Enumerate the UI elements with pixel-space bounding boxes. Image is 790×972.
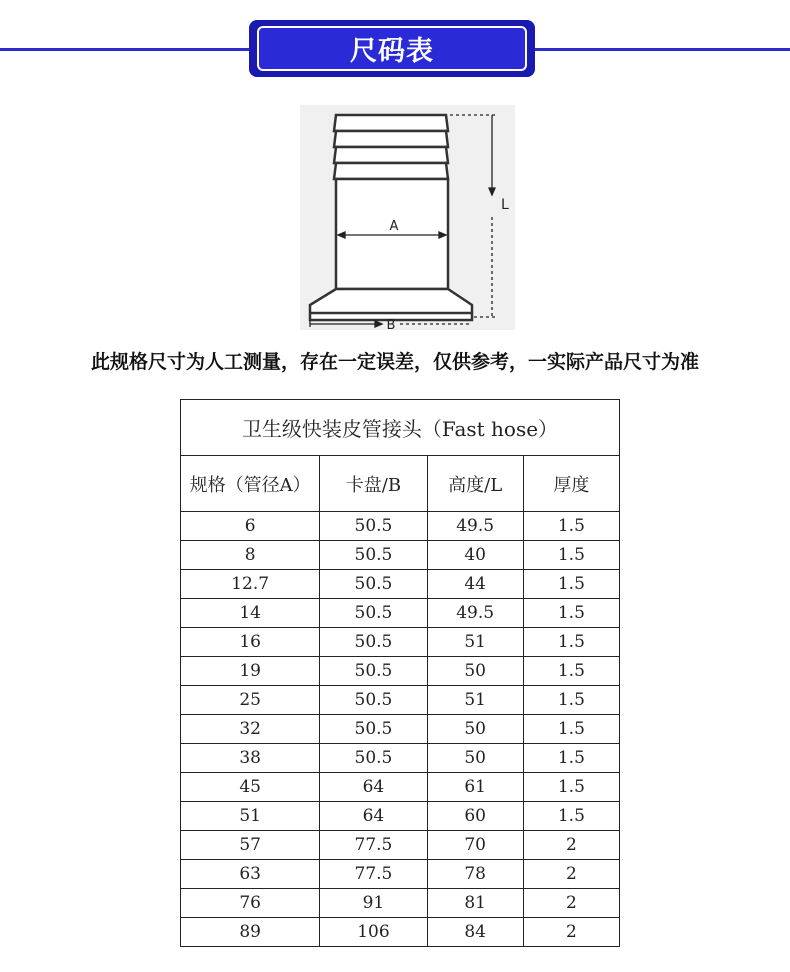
cell-flange: 77.5 — [320, 831, 427, 860]
cell-height: 50 — [427, 744, 523, 773]
barb-1 — [334, 115, 448, 131]
cell-thickness: 1.5 — [523, 744, 619, 773]
cell-thickness: 1.5 — [523, 512, 619, 541]
cell-height: 51 — [427, 686, 523, 715]
cell-spec: 6 — [181, 512, 320, 541]
cell-height: 49.5 — [427, 599, 523, 628]
cell-spec: 14 — [181, 599, 320, 628]
table-row — [181, 802, 620, 831]
cell-thickness: 1.5 — [523, 686, 619, 715]
cell-flange: 50.5 — [320, 744, 427, 773]
cell-spec: 38 — [181, 744, 320, 773]
cell-thickness: 2 — [523, 918, 619, 947]
table-title-row — [181, 400, 620, 456]
cell-flange: 106 — [320, 918, 427, 947]
cell-height: 61 — [427, 773, 523, 802]
cell-spec: 89 — [181, 918, 320, 947]
cell-flange: 64 — [320, 773, 427, 802]
size-table — [180, 399, 620, 947]
barb-3 — [334, 147, 448, 163]
table-row — [181, 541, 620, 570]
cell-height: 84 — [427, 918, 523, 947]
cell-spec: 32 — [181, 715, 320, 744]
cell-spec: 76 — [181, 889, 320, 918]
cell-height: 44 — [427, 570, 523, 599]
header-height: 高度/L — [427, 456, 523, 512]
cell-flange: 91 — [320, 889, 427, 918]
cell-height: 50 — [427, 657, 523, 686]
cell-flange: 64 — [320, 802, 427, 831]
table-row — [181, 570, 620, 599]
hose-fitting-diagram — [300, 105, 515, 330]
table-row — [181, 657, 620, 686]
cell-spec: 63 — [181, 860, 320, 889]
table-row — [181, 628, 620, 657]
fitting-body — [336, 179, 448, 289]
dimension-a-label: A — [389, 219, 399, 234]
cell-thickness: 1.5 — [523, 628, 619, 657]
table-row — [181, 889, 620, 918]
cell-flange: 50.5 — [320, 628, 427, 657]
measurement-note: 此规格尺寸为人工测量，存在一定误差，仅供参考，一实际产品尺寸为准 — [90, 351, 699, 373]
cell-thickness: 2 — [523, 831, 619, 860]
cell-flange: 77.5 — [320, 860, 427, 889]
page-title: 尺码表 — [350, 36, 434, 67]
cell-thickness: 1.5 — [523, 802, 619, 831]
cell-spec: 45 — [181, 773, 320, 802]
cell-height: 50 — [427, 715, 523, 744]
cell-height: 49.5 — [427, 512, 523, 541]
cell-height: 51 — [427, 628, 523, 657]
cell-height: 81 — [427, 889, 523, 918]
header-thickness: 厚度 — [523, 456, 619, 512]
cell-thickness: 1.5 — [523, 773, 619, 802]
cell-height: 70 — [427, 831, 523, 860]
cell-spec: 57 — [181, 831, 320, 860]
cell-thickness: 2 — [523, 860, 619, 889]
dimension-b-label: B — [386, 318, 396, 330]
cell-flange: 50.5 — [320, 599, 427, 628]
cell-height: 60 — [427, 802, 523, 831]
cell-flange: 50.5 — [320, 657, 427, 686]
cell-thickness: 1.5 — [523, 599, 619, 628]
table-row — [181, 512, 620, 541]
cell-flange: 50.5 — [320, 512, 427, 541]
cell-height: 78 — [427, 860, 523, 889]
fitting-flange — [310, 289, 472, 320]
table-row — [181, 831, 620, 860]
table-row — [181, 715, 620, 744]
cell-flange: 50.5 — [320, 715, 427, 744]
cell-spec: 25 — [181, 686, 320, 715]
table-row — [181, 744, 620, 773]
table-header-row — [181, 456, 620, 512]
cell-thickness: 2 — [523, 889, 619, 918]
table-row — [181, 599, 620, 628]
cell-thickness: 1.5 — [523, 570, 619, 599]
cell-flange: 50.5 — [320, 541, 427, 570]
cell-flange: 50.5 — [320, 570, 427, 599]
table-row — [181, 918, 620, 947]
dimension-l-label: L — [501, 197, 509, 213]
barb-4 — [334, 163, 448, 179]
header-flange: 卡盘/B — [320, 456, 427, 512]
table-row — [181, 860, 620, 889]
table-row — [181, 773, 620, 802]
cell-spec: 16 — [181, 628, 320, 657]
title-banner-inner — [257, 26, 527, 71]
table-title: 卫生级快装皮管接头（Fast hose） — [181, 400, 620, 456]
cell-spec: 12.7 — [181, 570, 320, 599]
cell-thickness: 1.5 — [523, 541, 619, 570]
cell-thickness: 1.5 — [523, 715, 619, 744]
cell-spec: 51 — [181, 802, 320, 831]
barb-2 — [334, 131, 448, 147]
cell-flange: 50.5 — [320, 686, 427, 715]
cell-height: 40 — [427, 541, 523, 570]
cell-spec: 19 — [181, 657, 320, 686]
header-spec: 规格（管径A） — [181, 456, 320, 512]
cell-thickness: 1.5 — [523, 657, 619, 686]
table-row — [181, 686, 620, 715]
cell-spec: 8 — [181, 541, 320, 570]
